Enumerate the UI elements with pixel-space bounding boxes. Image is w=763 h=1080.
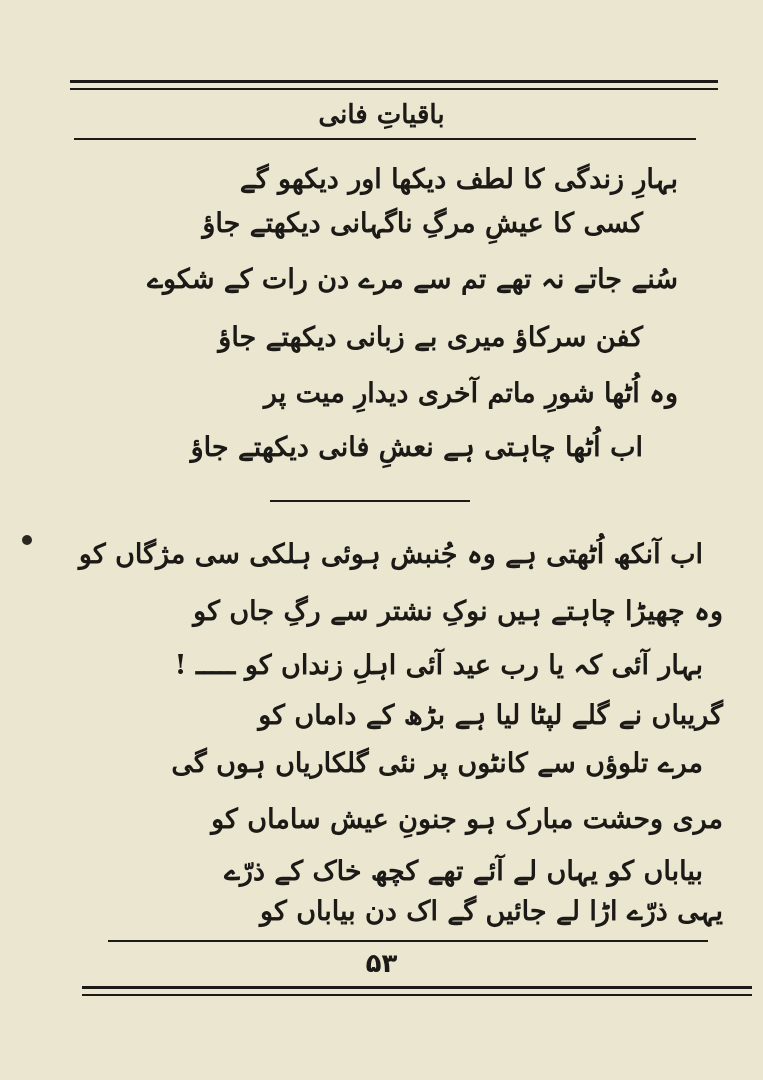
running-head: باقیاتِ فانی <box>318 100 445 130</box>
poem-2-line-2: وہ چھیڑا چاہتے ہیں نوکِ نشتر سے رگِ جاں کو <box>193 596 723 627</box>
poem-1-line-6: اب اُٹھا چاہتی ہے نعشِ فانی دیکھتے جاؤ <box>190 432 643 463</box>
poem-2-line-8: یہی ذرّے اڑا لے جائیں گے اک دن بیاباں کو <box>260 896 723 927</box>
footer-rule-top <box>108 940 708 942</box>
poem-2-line-4: گریباں نے گلے لپٹا لیا ہے بڑھ کے داماں کو <box>258 700 723 731</box>
poem-2-line-3: بہار آئی کہ یا رب عید آئی اہلِ زنداں کو ـــــ ! <box>174 650 703 681</box>
poem-1-line-3: سُنے جاتے نہ تھے تم سے مرے دن رات کے شکوے <box>147 264 678 295</box>
poem-2-line-7: بیاباں کو یہاں لے آئے تھے کچھ خاک کے ذرّے <box>224 856 703 887</box>
poem-1-line-2: کسی کا عیشِ مرگِ ناگہانی دیکھتے جاؤ <box>202 208 643 239</box>
poem-2-line-5: مرے تلوؤں سے کانٹوں پر نئی گلکاریاں ہوں گی <box>171 748 703 779</box>
ink-spot <box>22 535 32 545</box>
header-rule-top <box>70 80 718 83</box>
poem-1-line-1: بہارِ زندگی کا لطف دیکھا اور دیکھو گے <box>239 164 678 195</box>
poem-2-line-6: مری وحشت مبارک ہو جنونِ عیش ساماں کو <box>211 804 723 835</box>
poem-separator <box>270 500 470 502</box>
poem-1-line-4: کفن سرکاؤ میری بے زبانی دیکھتے جاؤ <box>218 322 643 353</box>
header-rule-top-thin <box>70 88 718 90</box>
footer-rule-bottom <box>82 986 752 989</box>
footer-rule-bottom-thin <box>82 994 752 996</box>
header-rule-bottom <box>74 138 696 140</box>
poem-1-line-5: وہ اُٹھا شورِ ماتم آخری دیدارِ میت پر <box>263 378 678 409</box>
poem-2-line-1: اب آنکھ اُٹھتی ہے وہ جُنبش ہوئی ہلکی سی مژگاں کو <box>78 539 703 570</box>
page-number: ۵۳ <box>365 949 398 979</box>
